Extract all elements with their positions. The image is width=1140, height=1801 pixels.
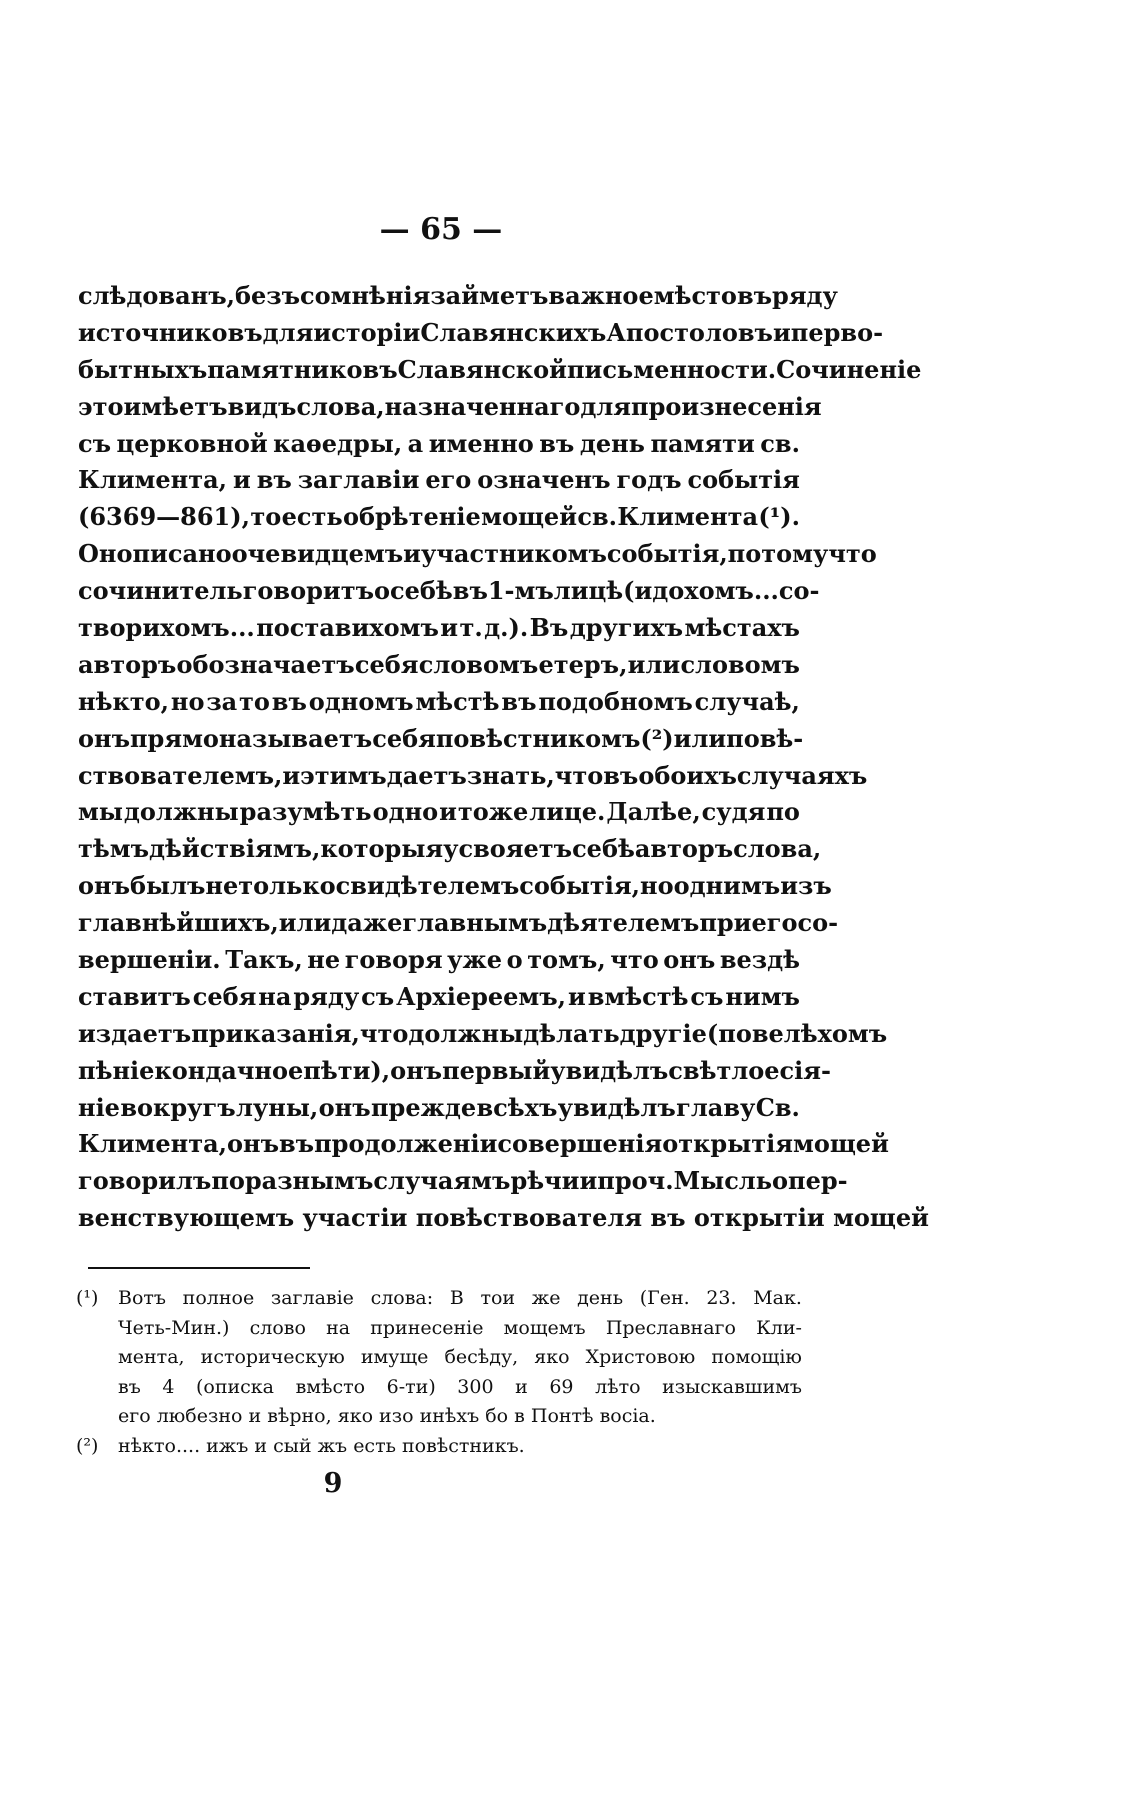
text-line: съ церковной каѳедры, а именно въ день памяти св.	[78, 428, 800, 458]
footnote-line: (²) нѣкто.... ижъ и сый жъ есть повѣстникъ.	[76, 1432, 802, 1462]
text-line: это имѣетъ видъ слова, назначеннаго для произнесенія	[78, 391, 822, 421]
footnote-divider	[88, 1267, 310, 1269]
text-line: авторъ обозначаетъ себя словомъ етеръ, или словомъ	[78, 649, 800, 679]
signature-mark	[0, 1468, 1140, 1499]
footnote-line: въ 4 (описка вмѣсто 6-ти) 300 и 69 лѣто изыскавшимъ	[76, 1373, 802, 1403]
footnotes	[76, 1284, 802, 1461]
text-line: Климента, онъ въ продолженіи совершенія открытія мощей	[78, 1129, 889, 1159]
footnote-marker	[76, 1373, 118, 1403]
text-line: ніе вокругъ луны, онъ прежде всѣхъ увидѣлъ главу Св.	[78, 1092, 800, 1122]
text-line: нѣкто, но за то въ одномъ мѣстѣ въ подобномъ случаѣ,	[78, 686, 800, 716]
text-line: источниковъ для исторіи Славянскихъ Апостоловъ и перво-	[78, 317, 884, 347]
text-line: вершеніи. Такъ, не говоря уже о томъ, что онъ вездѣ	[78, 945, 800, 975]
text-line: сочинитель говоритъ о себѣ въ 1-мъ лицѣ (идохомъ... со-	[78, 576, 820, 606]
footnote-marker: (¹)	[76, 1287, 99, 1309]
footnote-line: (¹) Вотъ полное заглавіе слова: В тои же день (Ген. 23. Мак.	[76, 1284, 802, 1314]
text-line: бытныхъ памятниковъ Славянской письменности. Сочиненіе	[78, 354, 922, 384]
footnote-marker	[76, 1343, 118, 1373]
text-line: ставитъ себя на ряду съ Архіереемъ, и вмѣстѣ съ нимъ	[78, 981, 800, 1011]
text-line: (6369—861), то есть обрѣтеніе мощей св. Климента (¹).	[78, 502, 800, 532]
footnote-marker	[76, 1402, 118, 1432]
page-number: — 65 —	[379, 212, 503, 247]
footnote-line: его любезно и вѣрно, яко изо инѣхъ бо в Понтѣ восіа.	[76, 1402, 802, 1432]
main-text	[78, 278, 929, 1237]
text-line: венствующемъ участіи повѣствователя въ открытіи мощей	[78, 1203, 929, 1233]
footnote-marker: (²)	[76, 1434, 99, 1457]
text-line: Климента, и въ заглавіи его означенъ годъ событія	[78, 465, 800, 495]
text-line: онъ былъ не только свидѣтелемъ событія, но однимъ изъ	[78, 871, 832, 901]
footnote-line: Четь-Мин.) слово на принесеніе мощемъ Преславнаго Кли-	[76, 1314, 802, 1344]
text-line: говорилъ по разнымъ случаямъ рѣчи и проч. Мысль о пер-	[78, 1166, 848, 1196]
text-line: пѣніе кондачное пѣти), онъ первый увидѣлъ свѣтлое сія-	[78, 1055, 831, 1085]
signature-mark-text: 9	[323, 1468, 343, 1499]
text-line: мы должны разумѣть одно и тоже лице. Далѣе, судя по	[78, 797, 800, 827]
footnote-marker	[76, 1314, 118, 1344]
text-line: Оно писано очевидцемъ и участникомъ событія ,потому что	[78, 539, 877, 569]
text-line: издаетъ приказанія, что должны дѣлать другіе (повелѣхомъ	[78, 1018, 888, 1048]
text-line: онъ прямо называетъ себя повѣстникомъ (²) или повѣ-	[78, 723, 804, 753]
text-line: тѣмъ дѣйствіямъ, которыя усвояетъ себѣ авторъ слова,	[78, 834, 822, 864]
text-line: главнѣйшихъ, или даже главнымъ дѣятелемъ при его со-	[78, 908, 839, 938]
text-line: слѣдованъ, безъ сомнѣнія займетъ важное мѣсто въ ряду	[78, 281, 838, 310]
text-line: творихомъ... поставихомъ и т. д.). Въ другихъ мѣстахъ	[78, 613, 800, 643]
text-line: ствователемъ, и этимъ даетъ знать, что въ обоихъ случаяхъ	[78, 760, 868, 790]
footnote-line: мента, историческую имуще бесѣду, яко Христовою помощію	[76, 1343, 802, 1373]
